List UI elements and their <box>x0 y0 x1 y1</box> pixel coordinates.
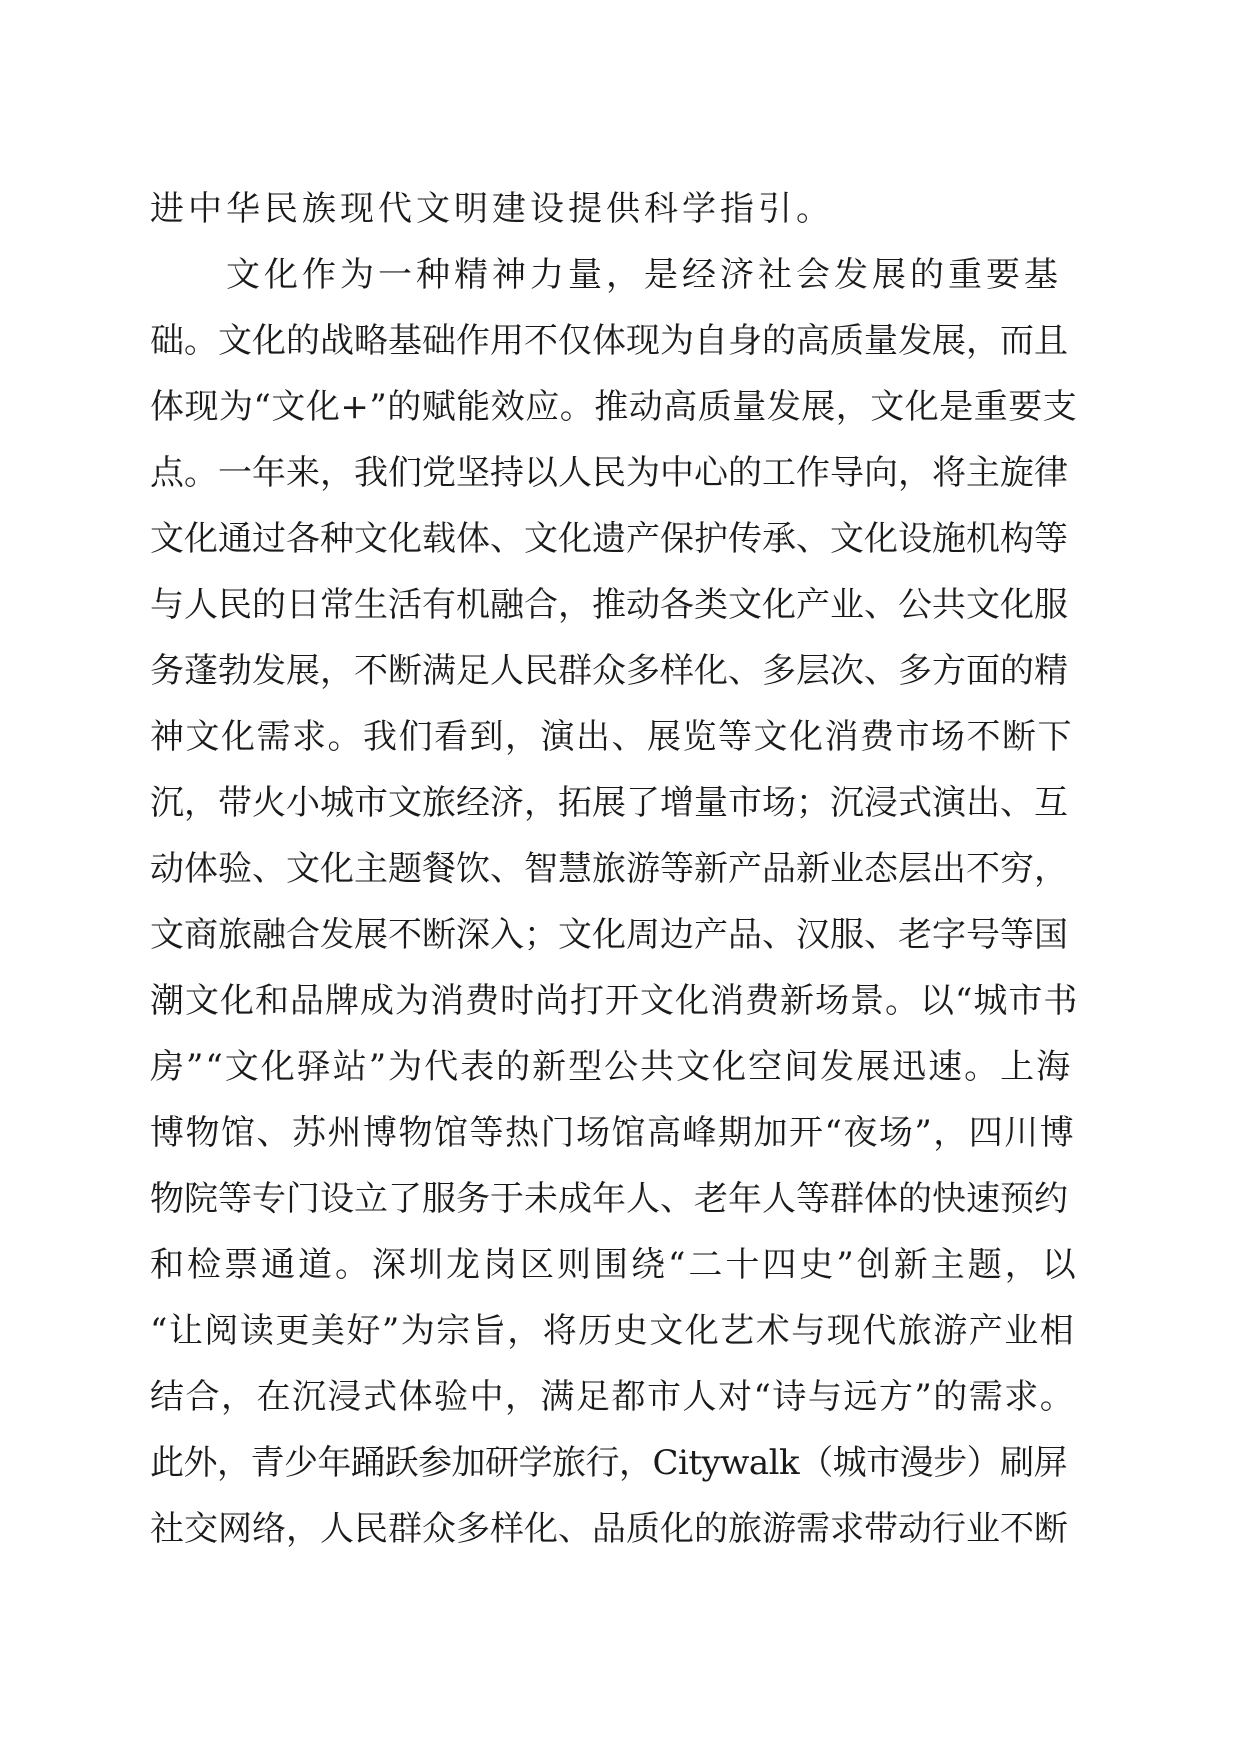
text-line-12: 文商旅融合发展不断深入；文化周边产品、汉服、老字号等国 <box>150 915 1068 955</box>
text-line-3: 础。文化的战略基础作用不仅体现为自身的高质量发展，而且 <box>150 321 1068 361</box>
text-line-1: 进中华民族现代文明建设提供科学指引。 <box>150 189 834 229</box>
text-line-10: 沉，带火小城市文旅经济，拓展了增量市场；沉浸式演出、互 <box>150 783 1068 823</box>
text-line-17: 和检票通道。深圳龙岗区则围绕“二十四史”创新主题，以 <box>150 1245 1079 1285</box>
text-line-5: 点。一年来，我们党坚持以人民为中心的工作导向，将主旋律 <box>150 453 1068 493</box>
text-line-2: 文化作为一种精神力量，是经济社会发展的重要基 <box>150 255 1062 295</box>
text-line-13: 潮文化和品牌成为消费时尚打开文化消费新场景。以“城市书 <box>150 981 1079 1021</box>
text-line-20: 此外，青少年踊跃参加研学旅行，Citywalk（城市漫步）刷屏 <box>150 1443 1068 1483</box>
text-line-14: 房”“文化驿站”为代表的新型公共文化空间发展迅速。上海 <box>150 1047 1073 1087</box>
text-line-7: 与人民的日常生活有机融合，推动各类文化产业、公共文化服 <box>150 585 1068 625</box>
text-line-8: 务蓬勃发展，不断满足人民群众多样化、多层次、多方面的精 <box>150 651 1068 691</box>
text-line-16: 物院等专门设立了服务于未成年人、老年人等群体的快速预约 <box>150 1179 1068 1219</box>
text-line-9: 神文化需求。我们看到，演出、展览等文化消费市场不断下 <box>150 717 1073 757</box>
text-line-18: “让阅读更美好”为宗旨，将历史文化艺术与现代旅游产业相 <box>150 1311 1076 1351</box>
text-line-6: 文化通过各种文化载体、文化遗产保护传承、文化设施机构等 <box>150 519 1068 559</box>
text-line-19: 结合，在沉浸式体验中，满足都市人对“诗与远方”的需求。 <box>150 1377 1076 1417</box>
text-line-15: 博物馆、苏州博物馆等热门场馆高峰期加开“夜场”，四川博 <box>150 1113 1076 1153</box>
text-line-21: 社交网络，人民群众多样化、品质化的旅游需求带动行业不断 <box>150 1509 1068 1549</box>
text-line-4: 体现为“文化+”的赋能效应。推动高质量发展，文化是重要支 <box>150 387 1078 427</box>
text-line-11: 动体验、文化主题餐饮、智慧旅游等新产品新业态层出不穷， <box>150 849 1068 889</box>
body-text <box>150 176 1080 1562</box>
